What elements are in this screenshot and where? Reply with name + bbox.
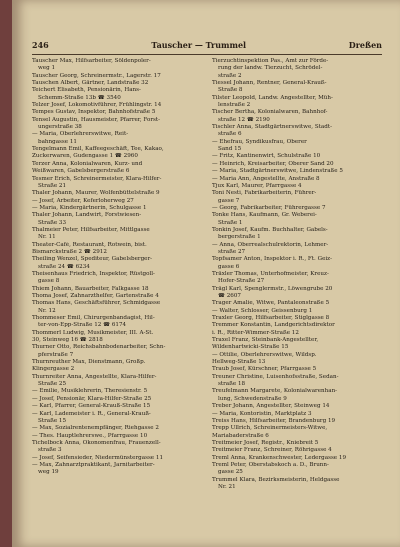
directory-entry-line: Thaler Johann, Maurer, Wolfenbüttelstraße 9 bbox=[32, 190, 160, 197]
directory-entry-line: straße 12 ☎ 2190 bbox=[218, 116, 270, 123]
directory-entry-line: Weißwaren, Gabelsbergerstraße 6 bbox=[32, 168, 130, 175]
directory-entry-line: Bismarckstraße 2 ☎ 2912 bbox=[32, 248, 107, 255]
directory-entry-line: Theisenhaus Friedrich, Inspektor, Rüstgoll- bbox=[32, 270, 155, 277]
directory-entry-line: Terzer Anna, Kolonialwaren, Kurz- und bbox=[32, 160, 143, 167]
directory-entry-line: pferstraße 7 bbox=[38, 351, 74, 358]
directory-entry-line: — Heinrich, Kreisarbeiter, Oberer Sand 20 bbox=[212, 160, 334, 167]
directory-entry-line: Trummel Klara, Bezirksmeisterin, Heldgasse bbox=[212, 476, 340, 483]
directory-entry-line: Treuner Christine, Luisenhofsstraße, Sedan- bbox=[212, 373, 339, 380]
directory-entry-line: Trägl Karl, Spenglermstr., Löwengrube 20 bbox=[212, 285, 333, 292]
directory-entry-line: Tischler Anna, Stadtgärtnerswitwe, Stadt- bbox=[212, 124, 332, 131]
directory-entry-line: Straße 15 bbox=[38, 417, 67, 424]
directory-entry-line: gasse 6 bbox=[218, 263, 240, 270]
directory-entry-line: Straße 25 bbox=[38, 381, 67, 388]
directory-entry-line: Thaler Johann, Landwirt, Forstwiesen- bbox=[32, 212, 142, 219]
directory-entry-line: Thoma Josef, Zahnarzthelfer, Gartenstraße 4 bbox=[32, 293, 159, 299]
directory-entry-line: straße 27 bbox=[218, 248, 246, 255]
directory-entry-line: Thommerl Ludwig, Musikmeister, III. A-St. bbox=[32, 329, 154, 336]
directory-entry-line: ☎ 2607 bbox=[218, 293, 241, 299]
directory-entry-line: Treber Johann, Angestellter, Steinweg 14 bbox=[212, 403, 330, 410]
directory-entry-line: Treitmeier Josef, Registr., Kniebreit 5 bbox=[212, 439, 319, 446]
directory-entry-line: Treufelmann Margarete, Kolonialwarenhan- bbox=[212, 388, 338, 395]
directory-entry-line: — Karl, Lademeister i. R., General-Krauß- bbox=[32, 410, 151, 417]
directory-entry-line: — Georg, Fabrikarbeiter, Führergasse 7 bbox=[212, 204, 326, 211]
page-header bbox=[32, 40, 382, 52]
directory-entry-line: Thurnreiter Anna, Angestellte, Klara-Hilfer- bbox=[32, 373, 157, 380]
directory-entry-line: — Maria, Kindergärtnerin, Schulgasse 1 bbox=[32, 204, 147, 211]
directory-entry-line: — Josef, Arbeiter, Keferloherweg 27 bbox=[32, 197, 134, 204]
directory-entry-line: Schemm-Straße 13b ☎ 3540 bbox=[38, 94, 121, 101]
guide-word: Dreßen bbox=[348, 40, 382, 50]
directory-entry-line: Tiessel Johann, Rentner, General-Krauß- bbox=[212, 80, 327, 87]
directory-entry-line: Thommeser Emil, Chirurgenbandagist, Hil- bbox=[32, 315, 155, 322]
directory-entry-line: Straße 21 bbox=[38, 182, 67, 189]
directory-entry-line: Tjux Karl, Maurer, Pfarrgasse 4 bbox=[212, 182, 302, 189]
directory-entry-line: straße 18 bbox=[218, 381, 246, 388]
directory-entry-line: Tichelbock Anna, Ökonomenfrau, Frauenzell- bbox=[32, 439, 161, 446]
running-title: Tauscher — Trummel bbox=[151, 40, 247, 50]
directory-entry-line: Thalmeier Peter, Hilfsarbeiter, Mittlgasse bbox=[32, 226, 150, 233]
directory-entry-line: Theater-Café, Restaurant, Rotwein, bist. bbox=[32, 241, 147, 248]
directory-entry-line: Hofer-Straße 27 bbox=[218, 278, 265, 285]
directory-entry-line: Tilster Leopold, Landw. Angestellter, Müh- bbox=[212, 94, 333, 101]
directory-entry-line: Trepp Ullrich, Schreinermeisters-Witwe, bbox=[212, 425, 328, 432]
directory-entry-line: straße 3 bbox=[38, 447, 62, 454]
directory-entry-line: Straße 8 bbox=[218, 87, 243, 94]
directory-entry-line: Wildenhartwicki-Straße 15 bbox=[212, 344, 289, 351]
directory-entry-line: — Maria, Kontoristin, Marktplatz 3 bbox=[212, 410, 312, 417]
directory-entry-line: Tengelmann Emil, Kaffeegeschäft, Tee, Kakao, bbox=[32, 146, 164, 153]
directory-entry-line: — Anna, Oberrealschulrektorin, Lehmer- bbox=[212, 241, 329, 248]
directory-entry-line: Treml Anna, Krankenschwester, Ledergasse 19 bbox=[212, 454, 347, 461]
directory-entry-line: Tesmer Erich, Schreinermeister, Klara-Hilfer- bbox=[32, 175, 162, 182]
directory-entry-line: Treiss Hans, Hilfsarbeiter, Brandenburg 19 bbox=[212, 417, 336, 424]
directory-page bbox=[12, 0, 400, 547]
directory-entry-line: weg 1 bbox=[38, 65, 56, 72]
directory-entry-line: lung, Schwedenstraße 9 bbox=[218, 395, 287, 402]
directory-entry-line: gasse 25 bbox=[218, 469, 243, 476]
directory-entry-line: Traxler Georg, Hilfsarbeiter, Stiglgasse 8 bbox=[212, 315, 330, 322]
directory-entry-line: — Josef, Pensionär, Klara-Hilfer-Straße 25 bbox=[32, 395, 152, 402]
directory-entry-line: Teichert Elisabeth, Pensionärin, Hans- bbox=[32, 87, 141, 94]
directory-entry-line: — Ehefrau, Syndikusfrau, Oberer bbox=[212, 138, 307, 145]
directory-entry-line: ungerstraße 38 bbox=[38, 124, 82, 131]
directory-entry-line: — Thes. Hauptlehrerswe., Pfarrgasse 10 bbox=[32, 432, 148, 439]
directory-entry-line: Tempes Gustav, Inspektor, Bahnhofstraße 5 bbox=[32, 109, 156, 116]
directory-entry-line: Träxler Thomas, Unterhofmeister, Kreuz- bbox=[212, 270, 329, 277]
directory-entry-line: lenstraße 2 bbox=[218, 102, 251, 109]
directory-entry-line: — Maria Ann, Angestellte, Anstraße 8 bbox=[212, 175, 320, 182]
directory-entry-line: Mariabaderstraße 6 bbox=[212, 432, 269, 439]
directory-entry-line: straße 6 bbox=[218, 131, 242, 138]
directory-entry-line: — Maria, Stadtgärtnerswitwe, Lindenstraße 5 bbox=[212, 168, 343, 175]
directory-entry-line: Sand 15 bbox=[218, 146, 242, 153]
directory-entry-line: Trager Amalie, Witwe, Pantaleonstraße 5 bbox=[212, 300, 330, 307]
directory-entry-line: Hellweg-Straße 13 bbox=[212, 359, 266, 366]
directory-entry-line: Tauschen Albert, Gärtner, Landstraße 32 bbox=[32, 80, 149, 87]
directory-entry-line: Telzer Josef, Lokomotivführer, Frühlingstr. 14 bbox=[32, 102, 162, 109]
directory-entry-line: Thomas Hans, Geschäftsführer, Schmidgasse bbox=[32, 300, 161, 307]
directory-entry-line: — Emilie, Musiklehrerin, Theresienstr. 5 bbox=[32, 388, 148, 395]
directory-entry-line: Traub Josef, Kürschner, Pfarrgasse 5 bbox=[212, 366, 317, 373]
directory-entry-line: Tauscher Max, Hilfsarbeiter, Söldenpoler- bbox=[32, 58, 151, 64]
right-column bbox=[212, 58, 386, 491]
page-number: 246 bbox=[32, 40, 49, 50]
directory-entry-line: Topfsamer Anton, Inspektor i. R., Ft. Geiz- bbox=[212, 256, 333, 263]
directory-entry-line: rung der landw. Tierzucht, Schrödel- bbox=[218, 65, 323, 72]
directory-entry-line: — Max, Sozialrentenempfänger, Riehgasse 2 bbox=[32, 425, 159, 432]
directory-entry-line: Nr. 11 bbox=[38, 234, 56, 241]
header-rule bbox=[32, 54, 382, 55]
directory-entry-line: Traxel Franz, Steinbank-Angestellter, bbox=[212, 337, 319, 344]
directory-entry-line: Straße 1 bbox=[218, 219, 243, 226]
directory-entry-line: Theiling Wenzel, Spediteur, Gabelsberger- bbox=[32, 256, 153, 263]
left-column bbox=[32, 58, 206, 477]
directory-entry-line: gasse 7 bbox=[218, 197, 240, 204]
directory-entry-line: Treml Peter, Oberstabskoch a. D., Brunn- bbox=[212, 461, 329, 468]
directory-entry-line: straße 2 bbox=[218, 72, 242, 79]
directory-entry-line: — Max, Zahnarztpraktikant, Jarnitarbeiter- bbox=[32, 461, 155, 468]
directory-entry-line: — Maria, Oberlehrerswitwe, Reit- bbox=[32, 131, 129, 138]
directory-entry-line: Straße 33 bbox=[38, 219, 67, 226]
directory-entry-line: — Fritz, Kantinenwirt, Schulstraße 10 bbox=[212, 153, 321, 160]
directory-entry-line: — Ottilie, Oberlehrerswitwe, Wildsp. bbox=[212, 351, 317, 358]
directory-entry-line: i. R., Ritter-Wimmer-Straße 12 bbox=[212, 329, 299, 336]
directory-entry-line: Tensel Augustin, Hausmeister, Pfarrer, Forst- bbox=[32, 116, 161, 123]
directory-entry-line: Toni Nesti, Fabrikarbeiterin, Führer- bbox=[212, 190, 317, 197]
directory-entry-line: Tischer Bertha, Kolonialwaren, Bahnhof- bbox=[212, 109, 328, 116]
directory-entry-line: bahngasse 11 bbox=[38, 138, 77, 145]
directory-entry-line: bergerstraße 1 bbox=[218, 234, 261, 241]
directory-entry-line: Tonke Hans, Kaufmann, Gr. Weberei- bbox=[212, 212, 317, 219]
directory-entry-line: Klingergasse 2 bbox=[32, 366, 75, 373]
directory-entry-line: gasse 8 bbox=[38, 278, 60, 285]
directory-entry-line: — Josef, Seifensieder, Niedermünstergasse 11 bbox=[32, 454, 164, 461]
directory-entry-line: Thiem Johann, Bauarbeiter, Falkgasse 18 bbox=[32, 285, 149, 292]
directory-entry-line: 30, Steinweg 16 ☎ 2818 bbox=[32, 337, 103, 344]
directory-entry-line: Tonkin Josef, Kaufm. Buchhalter, Gabels- bbox=[212, 226, 328, 233]
directory-entry-line: Tremmer Konstantin, Landgerichtsdirektor bbox=[212, 322, 335, 329]
directory-entry-line: Tierzuchtinspektion Pas., Amt zur Förde- bbox=[212, 58, 329, 64]
directory-entry-line: Thurnreuther Max, Dienstmann, Großp. bbox=[32, 359, 146, 366]
directory-entry-line: Nr. 21 bbox=[218, 483, 236, 490]
directory-entry-line: weg 19 bbox=[38, 469, 59, 476]
directory-entry-line: — Walter, Schlosser, Geissenburg 1 bbox=[212, 307, 313, 314]
directory-entry-line: — Karl, Pfarrer, General-Krauß-Straße 15 bbox=[32, 403, 151, 410]
directory-entry-line: Thurner Otto, Reichsbahnbodenarbeiter, Schn- bbox=[32, 344, 166, 351]
directory-entry-line: Zuckerwaren, Gudengasse 1 ☎ 2960 bbox=[32, 153, 138, 160]
directory-entry-line: Nr. 12 bbox=[38, 307, 56, 314]
directory-entry-line: Tauscher Georg, Schreinermstr., Lagerstr. 17 bbox=[32, 72, 161, 79]
directory-entry-line: ter-von-Epp-Straße 12 ☎ 6174 bbox=[38, 322, 127, 329]
directory-entry-line: straße 24 ☎ 6234 bbox=[38, 263, 90, 270]
directory-entry-line: Treitmeier Franz, Schreiner, Röhrigasse 4 bbox=[212, 447, 332, 454]
